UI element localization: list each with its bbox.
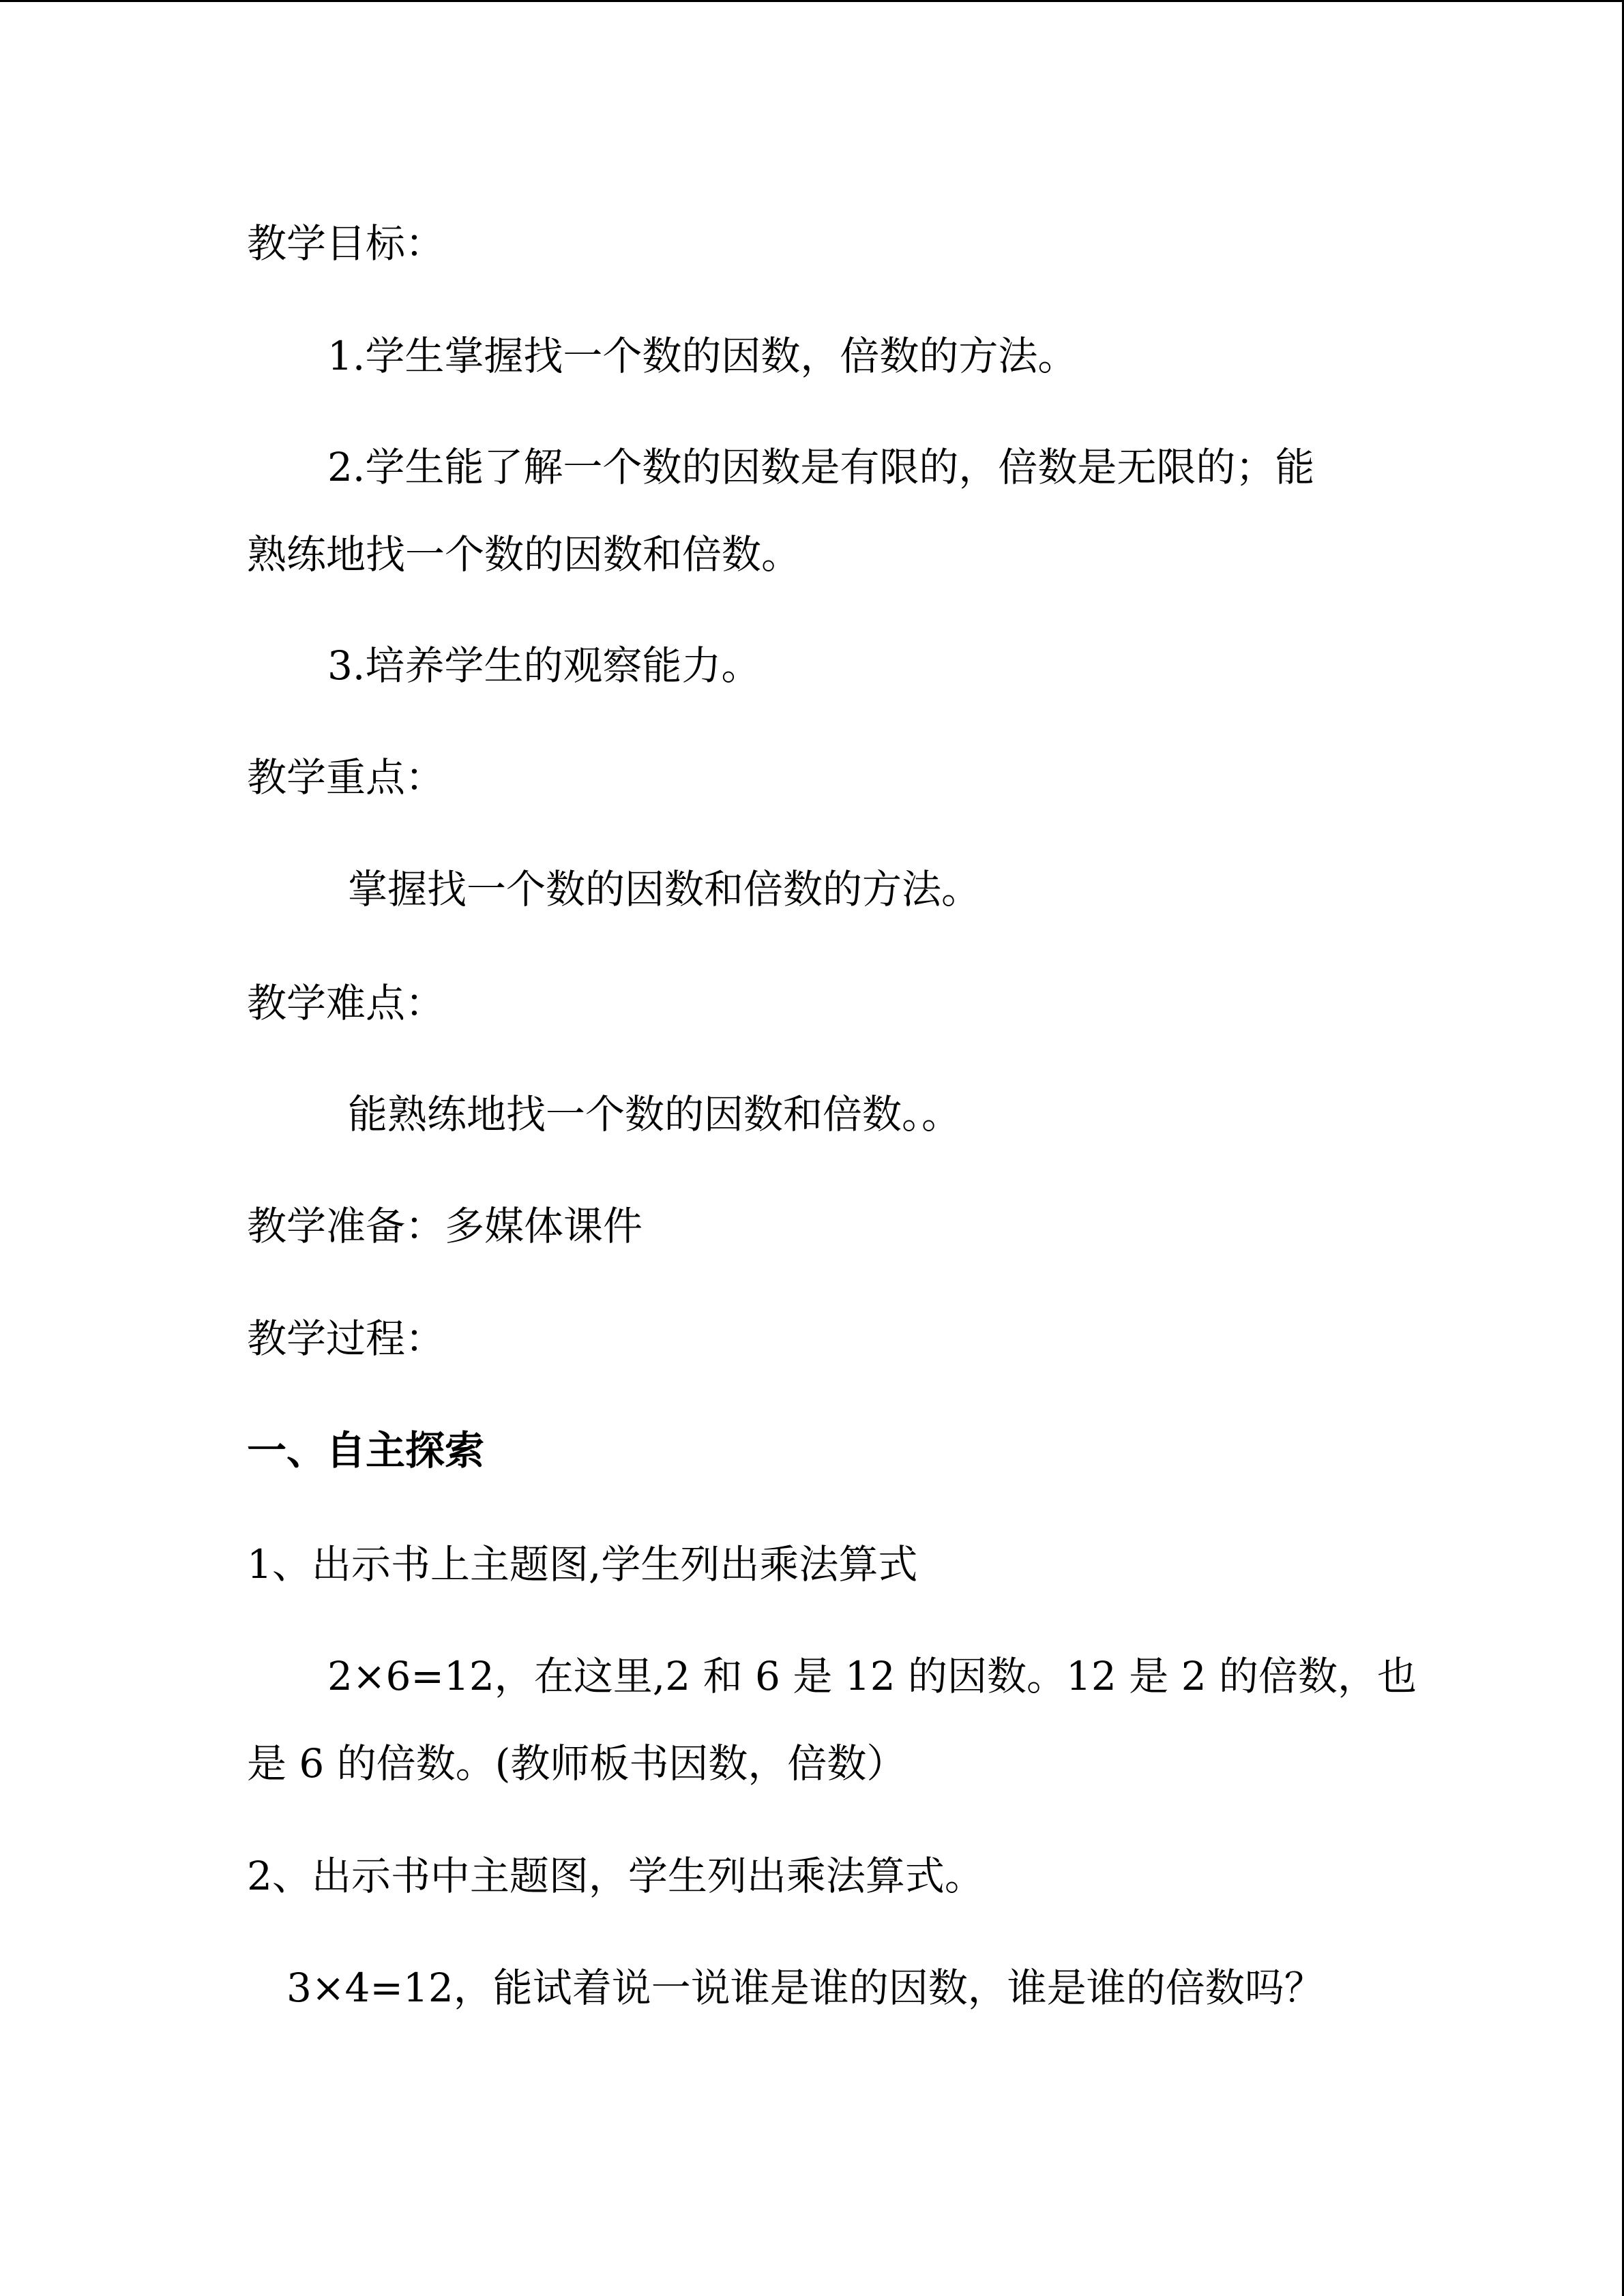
key-points-heading: 教学重点：	[247, 754, 445, 801]
step-2: 2、出示书中主题图，学生列出乘法算式。	[247, 1853, 984, 1899]
section-1-title: 一、自主探索	[247, 1427, 485, 1474]
step-1-detail-line1: 2×6=12，在这里,2 和 6 是 12 的因数。12 是 2 的倍数，也	[327, 1653, 1417, 1699]
step-1-detail-line2: 是 6 的倍数。(教师板书因数，倍数）	[247, 1740, 906, 1787]
step-1: 1、出示书上主题图,学生列出乘法算式	[247, 1541, 918, 1587]
process-heading: 教学过程：	[247, 1315, 445, 1362]
key-points-text: 掌握找一个数的因数和倍数的方法。	[348, 866, 981, 912]
preparation-line: 教学准备：多媒体课件	[247, 1203, 643, 1249]
objective-2-line2: 熟练地找一个数的因数和倍数。	[247, 531, 801, 578]
objective-2-line1: 2.学生能了解一个数的因数是有限的，倍数是无限的；能	[327, 444, 1315, 490]
objectives-heading: 教学目标：	[247, 220, 445, 267]
objective-1: 1.学生掌握找一个数的因数，倍数的方法。	[327, 333, 1078, 379]
objective-3: 3.培养学生的观察能力。	[327, 642, 761, 689]
difficulty-text: 能熟练地找一个数的因数和倍数。。	[348, 1091, 962, 1137]
difficulty-heading: 教学难点：	[247, 980, 445, 1026]
step-2-detail: 3×4=12，能试着说一说谁是谁的因数，谁是谁的倍数吗？	[286, 1965, 1324, 2011]
